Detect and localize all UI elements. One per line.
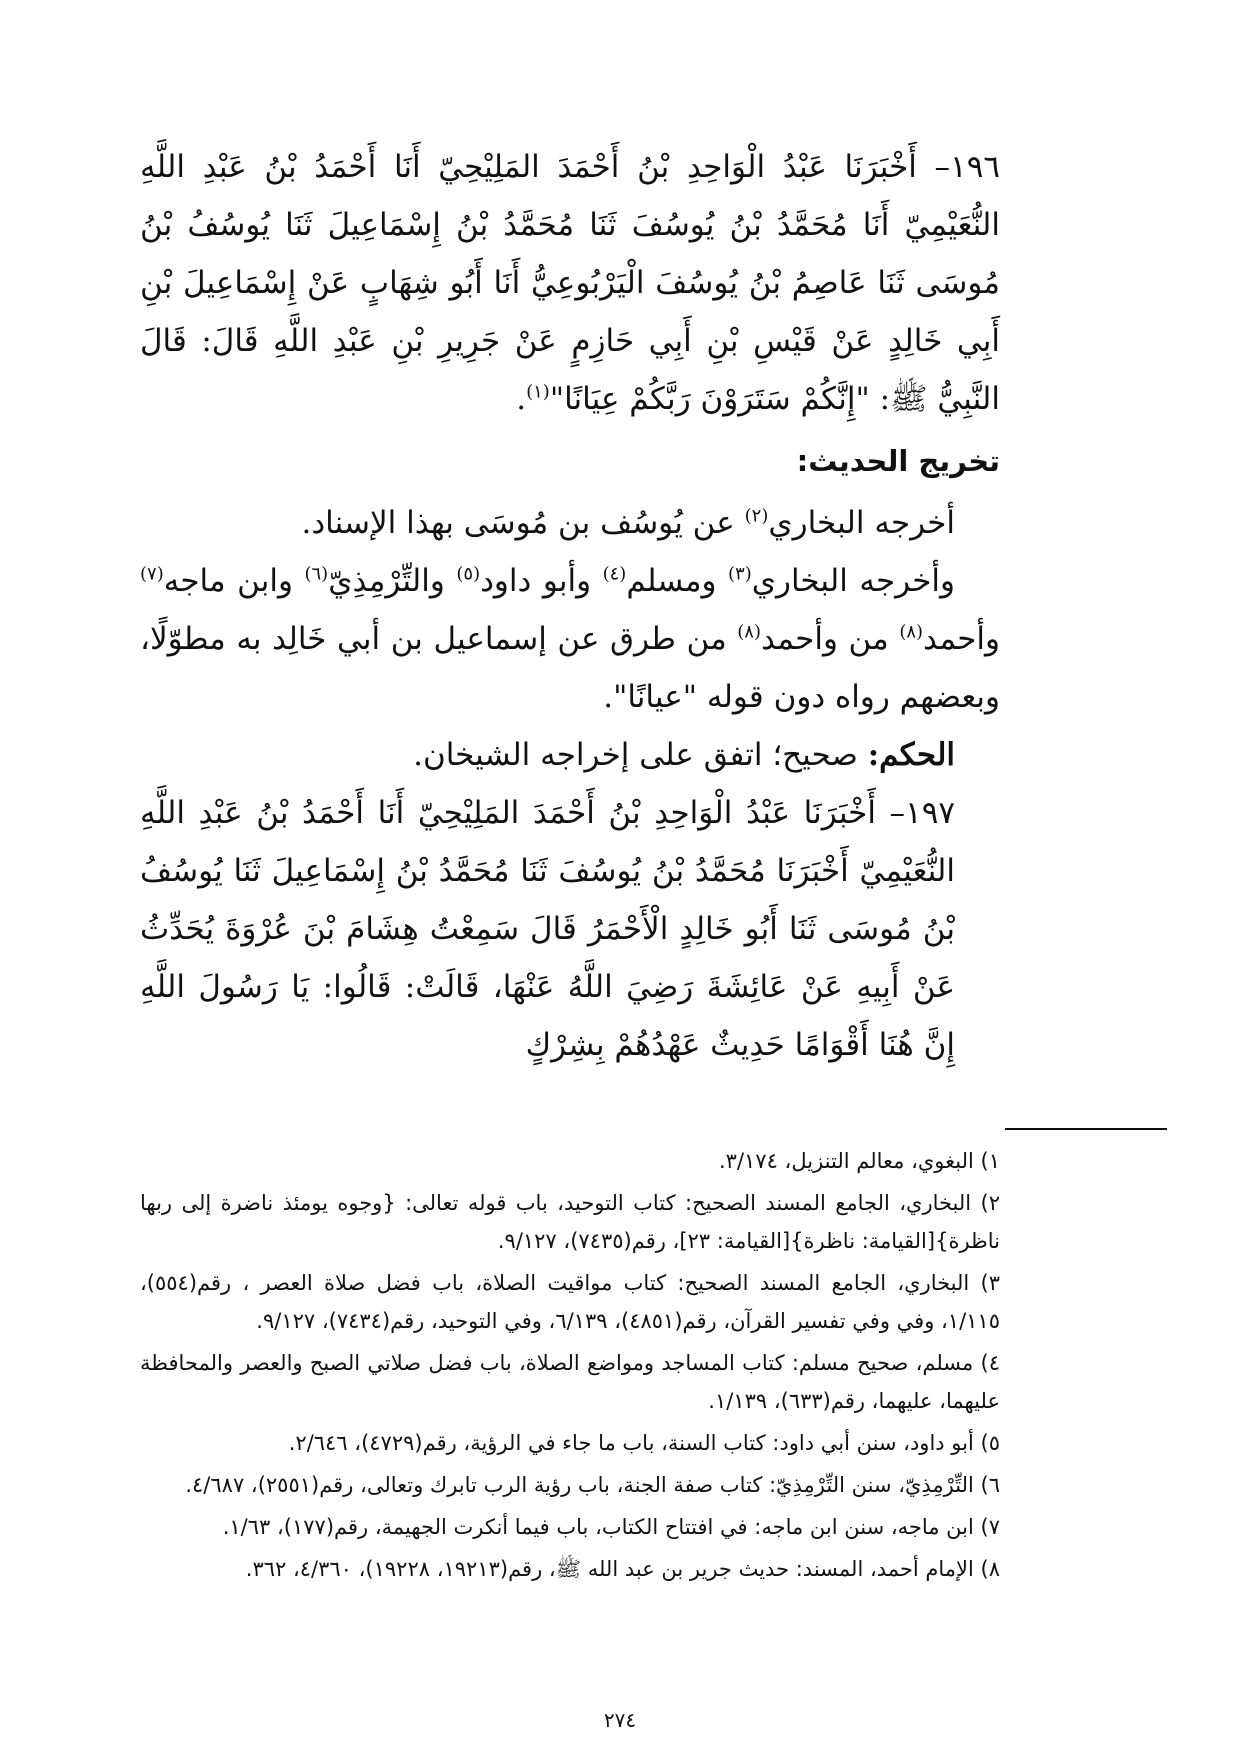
- footnote-4: ٤) مسلم، صحيح مسلم: كتاب المساجد ومواضع الصلاة، باب فضل صلاتي الصبح والعصر والمحافظة عليهما، عليهما، رقم(٦٣٣)، ١/١٣٩.: [140, 1351, 1000, 1413]
- footnote-ref-3[interactable]: (٣): [728, 563, 752, 585]
- footnotes: [140, 1142, 1000, 1592]
- footnote-8: ٨) الإمام أحمد، المسند: حديث جرير بن عبد الله ﷺ، رقم(١٩٢١٣، ١٩٢٢٨)، ٤/٣٦٠، ٣٦٢.: [245, 1557, 1000, 1581]
- footnote-1: ١) البغوي، معالم التنزيل، ٣/١٧٤.: [718, 1149, 1000, 1173]
- footnote-ref-6[interactable]: (٦): [304, 563, 329, 585]
- footnote-ref-1[interactable]: (١): [526, 381, 550, 403]
- hadith-196: ١٩٦– أَخْبَرَنَا عَبْدُ الْوَاحِدِ بْنُ أَحْمَدَ المَلِيْحِيّ أَنَا أَحْمَدُ بْنُ عَبْدِ اللَّهِ النُّعَيْمِيّ أَنَا مُحَمَّدُ بْنُ يُوسُفَ ثَنَا مُحَمَّدُ بْنُ إِسْمَاعِيلَ ثَنَا يُوسُفُ بْنُ مُوسَى ثَنَا عَاصِمُ بْنُ يُوسُفَ الْيَرْبُوعِيُّ أَنَا أَبُو شِهَابٍ عَنْ إِسْمَاعِيلَ بْنِ أَبِي خَالِدٍ عَنْ قَيْسِ بْنِ أَبِي حَازِمٍ عَنْ جَرِيرِ بْنِ عَبْدِ اللَّهِ قَالَ: قَالَ النَّبِيُّ ﷺ: "إِنَّكُمْ سَتَرَوْنَ رَبَّكُمْ عِيَانًا"$^{(١)}$.: [140, 149, 1000, 417]
- main-text: [140, 138, 1000, 1074]
- hukm-label: الحكم:: [867, 737, 955, 773]
- hadith-197-text: ١٩٧– أَخْبَرَنَا عَبْدُ الْوَاحِدِ بْنُ أَحْمَدَ المَلِيْحِيّ أَنَا أَحْمَدُ بْنُ عَبْدِ اللَّهِ النُّعَيْمِيّ أَخْبَرَنَا مُحَمَّدُ بْنُ يُوسُفَ ثَنَا مُحَمَّدُ بْنُ إِسْمَاعِيلَ ثَنَا يُوسُفُ بْنُ مُوسَى ثَنَا أَبُو خَالِدٍ الْأَحْمَرُ قَالَ سَمِعْتُ هِشَامَ بْنَ عُرْوَةَ يُحَدِّثُ عَنْ أَبِيهِ عَنْ عَائِشَةَ رَضِيَ اللَّهُ عَنْهَا، قَالَتْ: قَالُوا: يَا رَسُولَ اللَّهِ إِنَّ هُنَا أَقْوَامًا حَدِيثٌ عَهْدُهُمْ بِشِرْكٍ: [140, 795, 955, 1063]
- footnote-ref-2[interactable]: (٢): [744, 505, 769, 527]
- footnote-ref-5[interactable]: (٥): [456, 563, 481, 585]
- takhrij-heading: تخريج الحديث:: [796, 444, 1000, 478]
- footnote-ref-4[interactable]: (٤): [602, 563, 627, 585]
- footnote-separator: [1005, 1128, 1167, 1130]
- footnote-6: ٦) التِّرْمِذِيّ، سنن التِّرْمِذِيّ: كتاب صفة الجنة، باب رؤية الرب تابرك وتعالى، رقم(٢٥٥١)، ٤/٦٨٧.: [185, 1473, 1000, 1497]
- hadith-196-text: ١٩٦– أَخْبَرَنَا عَبْدُ الْوَاحِدِ بْنُ أَحْمَدَ المَلِيْحِيّ أَنَا أَحْمَدُ بْنُ عَبْدِ اللَّهِ النُّعَيْمِيّ أَنَا مُحَمَّدُ بْنُ يُوسُفَ ثَنَا مُحَمَّدُ بْنُ إِسْمَاعِيلَ ثَنَا يُوسُفُ بْنُ مُوسَى ثَنَا عَاصِمُ بْنُ يُوسُفَ الْيَرْبُوعِيُّ أَنَا أَبُو شِهَابٍ عَنْ إِسْمَاعِيلَ بْنِ أَبِي خَالِدٍ عَنْ قَيْسِ بْنِ أَبِي حَازِمٍ عَنْ جَرِيرِ بْنِ عَبْدِ اللَّهِ قَالَ: قَالَ النَّبِيُّ ﷺ: "إِنَّكُمْ سَتَرَوْنَ رَبَّكُمْ عِيَانًا": [140, 149, 1000, 417]
- takhrij-paragraph-1: أخرجه البخاري$^{(٢)}$ عن يُوسُف بن مُوسَى بهذا الإسناد.: [301, 505, 955, 541]
- hadith-197: [140, 784, 1000, 1074]
- takhrij-paragraph-2: وأخرجه البخاري$^{(٣)}$ ومسلم$^{(٤)}$ وأبو داود$^{(٥)}$ والتِّرْمِذِيّ$^{(٦)}$ وابن ماجه$^{(٧)}$ وأحمد$^{(٨)}$ من وأحمد$^{(٨)}$ من طرق عن إسماعيل بن أبي خَالِد به مطوّلًا، وبعضهم رواه دون قوله "عيانًا".: [140, 563, 1000, 715]
- hukm-paragraph: [140, 726, 1000, 784]
- footnote-ref-8b[interactable]: (٨): [737, 621, 761, 643]
- footnote-5: ٥) أبو داود، سنن أبي داود: كتاب السنة، باب ما جاء في الرؤية، رقم(٤٧٢٩)، ٢/٦٤٦.: [288, 1431, 1000, 1455]
- footnote-7: ٧) ابن ماجه، سنن ابن ماجه: في افتتاح الكتاب، باب فيما أنكرت الجهيمة، رقم(١٧٧)، ١/٦٣.: [222, 1515, 1000, 1539]
- footnote-3: ٣) البخاري، الجامع المسند الصحيح: كتاب مواقيت الصلاة، باب فضل صلاة العصر ، رقم(٥٥٤)، ١/١١٥، وفي وفي تفسير القرآن، رقم(٤٨٥١)، ٦/١٣٩، وفي التوحيد، رقم(٧٤٣٤)، ٩/١٢٧.: [140, 1271, 1000, 1333]
- page-number: ٢٧٤: [603, 1708, 637, 1732]
- footnote-ref-8[interactable]: (٨): [899, 621, 924, 643]
- footnote-ref-7[interactable]: (٧): [140, 563, 164, 585]
- footnote-2: ٢) البخاري، الجامع المسند الصحيح: كتاب التوحيد، باب قوله تعالى: {وجوه يومئذ ناضرة إلى ربها ناظرة}[القيامة: ناظرة}[القيامة: ٢٣]، رقم(٧٤٣٥)، ٩/١٢٧.: [140, 1191, 1000, 1253]
- hukm-text: صحيح؛ اتفق على إخراجه الشيخان.: [413, 737, 868, 773]
